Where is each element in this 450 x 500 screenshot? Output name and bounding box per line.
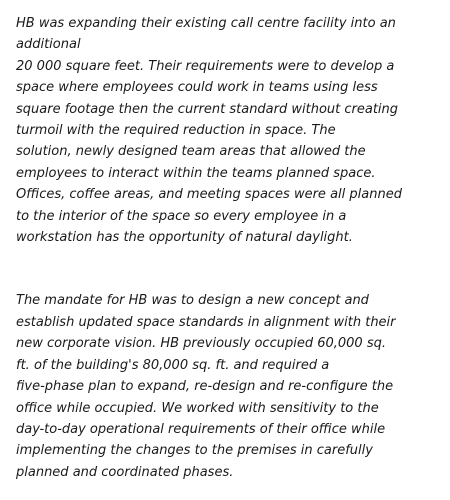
paragraph-line: square footage then the current standard without creating: [16, 101, 399, 117]
paragraph-line: additional: [16, 37, 81, 53]
paragraph-mandate: [16, 290, 446, 483]
paragraph-line: five-phase plan to expand, re-design and re-configure the: [16, 379, 394, 395]
paragraph-spacer: [16, 248, 446, 290]
paragraph-line: The mandate for HB was to design a new concept and: [16, 293, 369, 309]
paragraph-line: turmoil with the required reduction in space. The: [16, 123, 336, 139]
paragraph-line: Offices, coffee areas, and meeting spaces were all planned: [16, 187, 402, 203]
paragraph-line: establish updated space standards in alignment with their: [16, 314, 396, 330]
paragraph-line: employees to interact within the teams planned space.: [16, 165, 376, 181]
document-body: [16, 13, 446, 483]
paragraph-line: to the interior of the space so every employee in a: [16, 208, 347, 224]
paragraph-line: new corporate vision. HB previously occupied 60,000 sq.: [16, 336, 386, 352]
paragraph-line: ft. of the building's 80,000 sq. ft. and required a: [16, 357, 330, 373]
paragraph-line: solution, newly designed team areas that allowed the: [16, 144, 366, 160]
paragraph-line: workstation has the opportunity of natural daylight.: [16, 230, 353, 246]
paragraph-line: planned and coordinated phases.: [16, 464, 234, 480]
paragraph-line: space where employees could work in teams using less: [16, 80, 378, 96]
paragraph-line: implementing the changes to the premises in carefully: [16, 443, 373, 459]
paragraph-line: 20 000 square feet. Their requirements were to develop a: [16, 58, 395, 74]
paragraph-expansion: [16, 13, 446, 248]
paragraph-line: day-to-day operational requirements of their office while: [16, 421, 386, 437]
paragraph-line: HB was expanding their existing call centre facility into an: [16, 16, 396, 31]
paragraph-line: office while occupied. We worked with sensitivity to the: [16, 400, 379, 416]
